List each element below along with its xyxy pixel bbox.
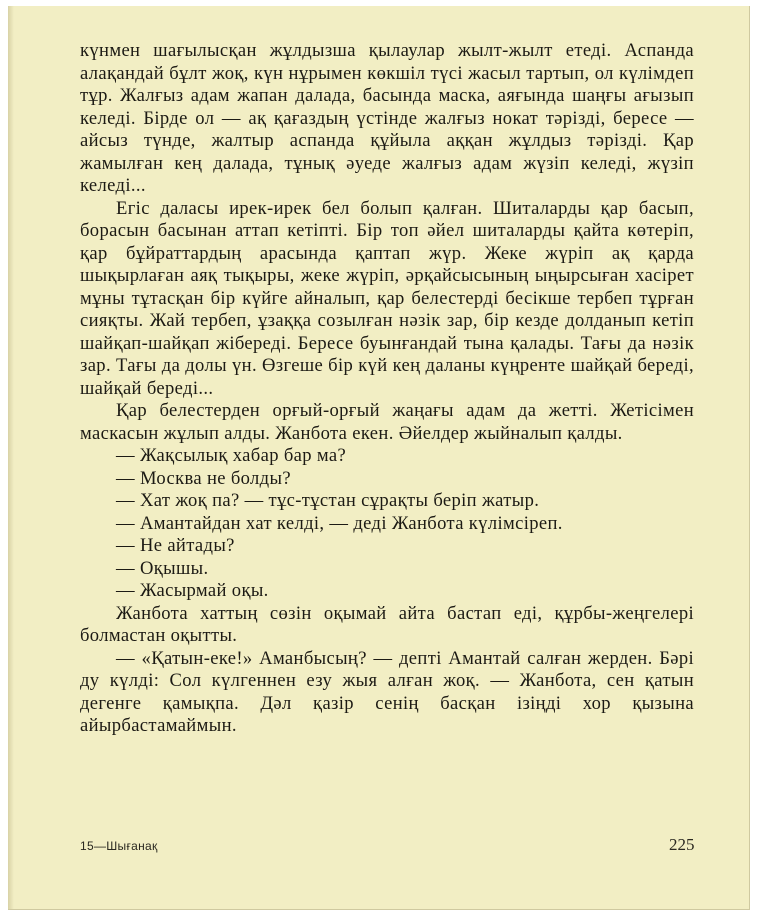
- dialogue-line-2: — Москва не болды?: [116, 467, 291, 489]
- dialogue-line-5: — Не айтады?: [116, 535, 235, 556]
- page-body-text: [80, 40, 694, 738]
- dialogue-line-6: — Оқышы.: [116, 557, 209, 579]
- dialogue-line-4: — Амантайдан хат келді, — деді Жанбота күлімсіреп.: [116, 512, 563, 534]
- paragraph-3: Қар белестерден орғый-орғый жаңағы адам да жетті. Жетісімен маскасын жұлып алды. Жанбота екен. Әйелдер жыйналып қалды.: [80, 400, 694, 444]
- dialogue-line-3: — Хат жоқ па? — тұс-тұстан сұрақты беріп жатыр.: [116, 490, 540, 511]
- paragraph-4: Жанбота хаттың сөзін оқымай айта бастап еді, құрбы-жеңгелері болмастан оқытты.: [80, 602, 694, 646]
- page-spine-shadow: [8, 6, 14, 909]
- book-page: [8, 6, 750, 910]
- dialogue-line-1: — Жақсылық хабар бар ма?: [116, 445, 347, 466]
- page-number: 225: [669, 835, 695, 854]
- paragraph-1: күнмен шағылысқан жұлдызша қылаулар жылт-жылт етеді. Аспанда алақандай бұлт жоқ, күн нұрымен көкшіл түсі жасыл тартып, ол күлімдеп тұр. Жалғыз адам жапан далада, басында маска, аяғында шаңғы ағызып келеді. Бірде ол — ақ қағаздың үстінде жалғыз нокат тәрізді, бересе — айсыз түнде, жалтыр аспанда құйыла аққан жұлдыз тәрізді. Қар жамылған кең далада, тұнық әуеде жалғыз адам жүзіп келеді, жүзіп келеді...: [80, 40, 694, 196]
- dialogue-line-7: — Жасырмай оқы.: [116, 580, 269, 601]
- paragraph-2: Егіс даласы ирек-ирек бел болып қалған. Шиталарды қар басып, борасын басынан аттап кетіпті. Бір топ әйел шиталарды қайта көтеріп, қар бұйраттардың арасында қаптап жүр. Жеке жүріп ақ қарда шықырлаған аяқ тықыры, жеке жүріп, әрқайсысының ыңырсыған хасірет мұны тұтасқан бір күйге айналып, қар белестерді бесікше тербеп тұрған сияқты. Жай тербеп, ұзаққа созылған нәзік зар, бір кезде долданып кетіп шайқап-шайқап жібереді. Бересе буынғандай тына қалады. Тағы да нәзік зар. Тағы да долы үн. Өзгеше бір күй кең даланы күңренте шайқай береді, шайқай береді...: [80, 197, 694, 399]
- signature-mark: 15—Шығанақ: [80, 839, 158, 853]
- paragraph-5: — «Қатын-еке!» Аманбысың? — депті Амантай салған жерден. Бәрі ду күлді: Сол күлгеннен езу жыя алған жоқ. — Жанбота, сен қатын дегенге қамықпа. Дәл қазір сенің басқан ізіңді хор қызына айырбастамаймын.: [80, 647, 694, 736]
